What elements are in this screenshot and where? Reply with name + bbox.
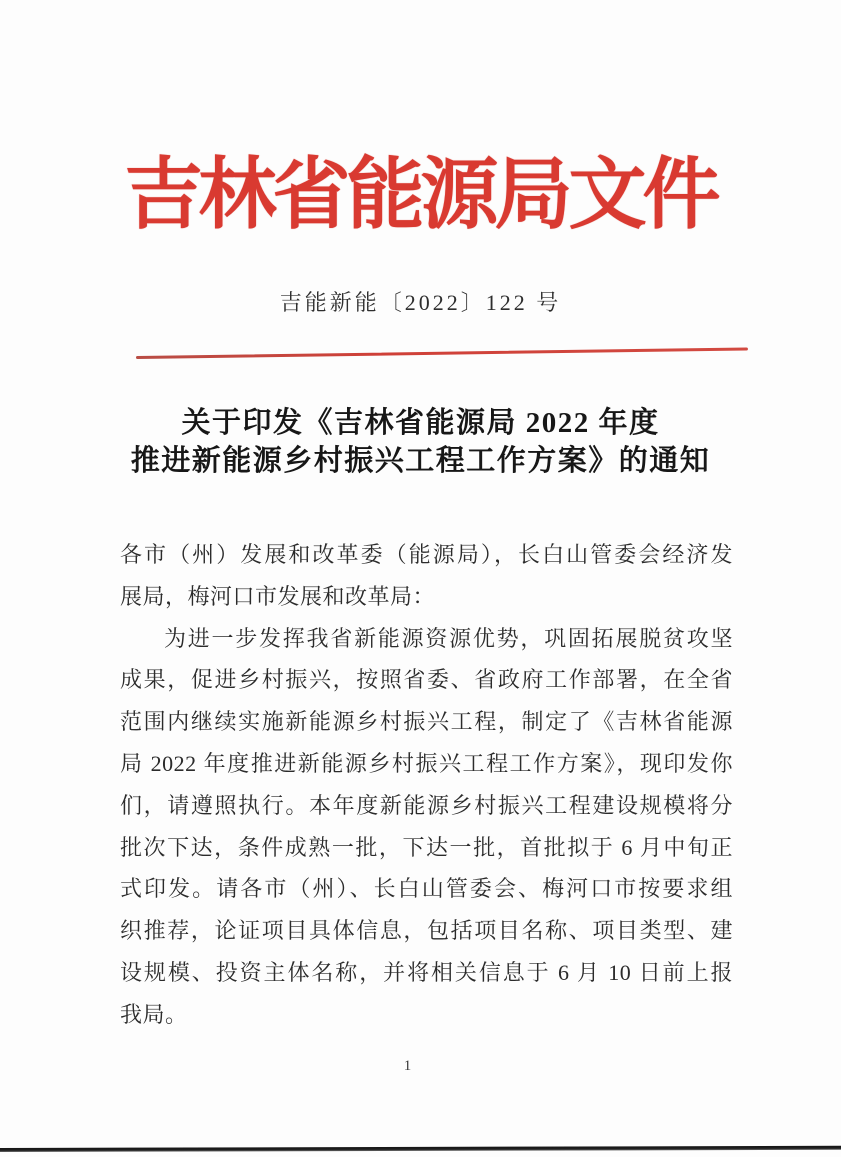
body-line: 成果，促进乡村振兴，按照省委、省政府工作部署，在全省 bbox=[120, 667, 733, 693]
body-line: 批次下达，条件成熟一批，下达一批，首批拟于 6 月中旬正 bbox=[120, 834, 733, 860]
body-line: 局 2022 年度推进新能源乡村振兴工程工作方案》，现印发你 bbox=[120, 750, 733, 776]
notice-title-line-2: 推进新能源乡村振兴工程工作方案》的通知 bbox=[130, 445, 711, 477]
letterhead-title: 吉林省能源局文件 bbox=[124, 151, 717, 238]
red-divider-line bbox=[136, 347, 748, 358]
salutation-line: 各市（州）发展和改革委（能源局），长白山管委会经济发 bbox=[120, 542, 733, 567]
body-line: 式印发。请各市（州）、长白山管委会、梅河口市按要求组 bbox=[120, 876, 733, 902]
salutation-line: 展局，梅河口市发展和改革局： bbox=[120, 583, 436, 609]
page-number: 1 bbox=[403, 1058, 412, 1074]
body-line: 我局。 bbox=[120, 1001, 188, 1027]
body-line: 为进一步发挥我省新能源资源优势，巩固拓展脱贫攻坚 bbox=[164, 625, 733, 651]
document-number: 吉能新能〔2022〕122 号 bbox=[279, 290, 562, 315]
body-line: 们，请遵照执行。本年度新能源乡村振兴工程建设规模将分 bbox=[120, 792, 733, 818]
scan-edge-line bbox=[0, 1146, 841, 1152]
notice-title bbox=[60, 404, 781, 480]
body-line: 织推荐，论证项目具体信息，包括项目名称、项目类型、建 bbox=[120, 918, 733, 944]
notice-title-line-1: 关于印发《吉林省能源局 2022 年度 bbox=[181, 407, 660, 439]
document-body bbox=[120, 534, 733, 1036]
body-line: 范围内继续实施新能源乡村振兴工程，制定了《吉林省能源 bbox=[120, 709, 733, 735]
body-line: 设规模、投资主体名称，并将相关信息于 6 月 10 日前上报 bbox=[120, 959, 733, 985]
